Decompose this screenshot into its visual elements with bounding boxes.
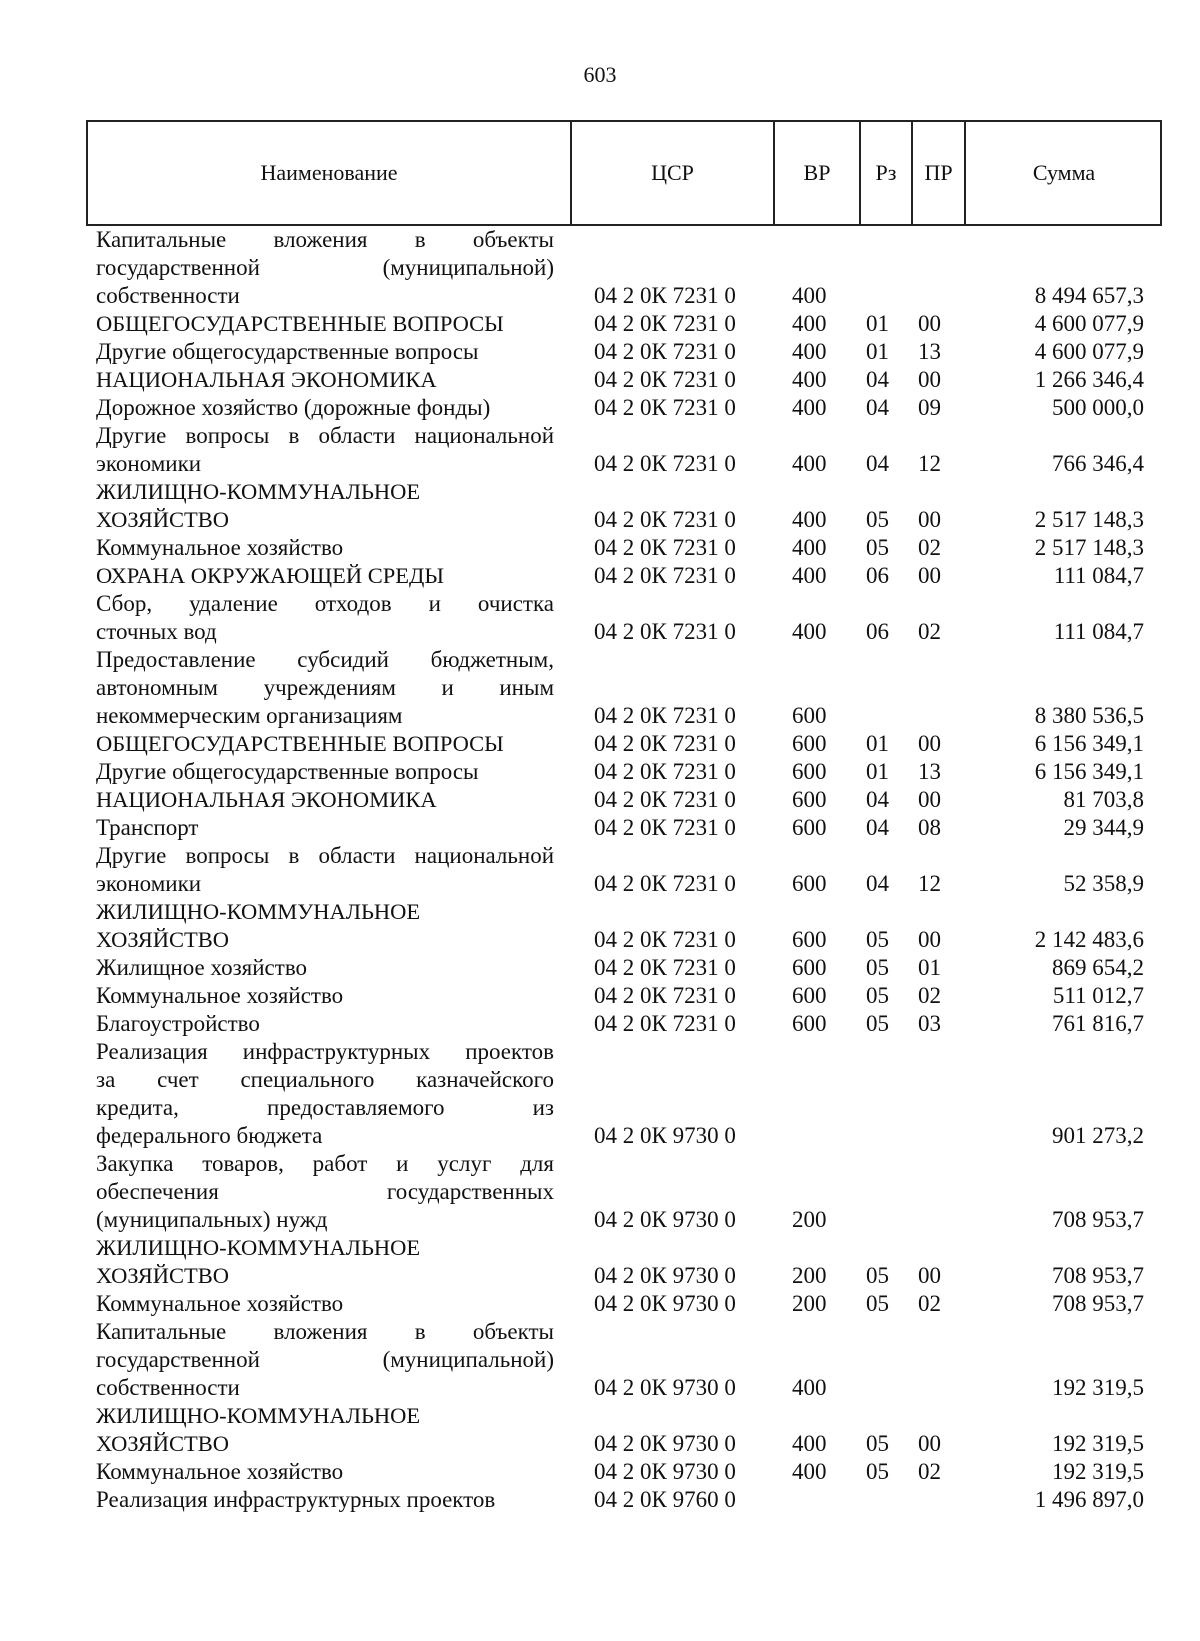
row-name-line: государственной (муниципальной) <box>96 1347 554 1372</box>
table-row <box>0 1038 1200 1150</box>
table-row <box>0 394 1200 422</box>
row-name-line: ХОЗЯЙСТВО <box>96 1431 230 1456</box>
row-name-line: ЖИЛИЩНО-КОММУНАЛЬНОЕ <box>96 1235 421 1260</box>
header-vr: ВР <box>775 122 861 224</box>
table-row <box>0 758 1200 786</box>
row-sum: 192 319,5 <box>1052 1431 1144 1456</box>
row-name-line: ЖИЛИЩНО-КОММУНАЛЬНОЕ <box>96 1403 421 1428</box>
row-name <box>96 226 554 310</box>
row-name-line: экономики <box>96 871 202 896</box>
row-rz: 05 <box>866 1263 889 1288</box>
table-row <box>0 1150 1200 1234</box>
row-csr: 04 2 0К 7231 0 <box>594 955 736 980</box>
row-sum: 761 816,7 <box>1052 1011 1144 1036</box>
row-sum: 901 273,2 <box>1052 1123 1144 1148</box>
row-name <box>96 338 554 366</box>
row-rz: 05 <box>866 1291 889 1316</box>
row-sum: 1 496 897,0 <box>1034 1487 1144 1512</box>
row-name-line: Коммунальное хозяйство <box>96 535 344 560</box>
table-row <box>0 842 1200 898</box>
table-row <box>0 1010 1200 1038</box>
table-row <box>0 954 1200 982</box>
row-rz: 05 <box>866 1459 889 1484</box>
row-rz: 04 <box>866 367 889 392</box>
row-csr: 04 2 0К 7231 0 <box>594 703 736 728</box>
table-body <box>0 226 1200 1514</box>
row-sum: 81 703,8 <box>1063 787 1144 812</box>
row-name <box>96 842 554 898</box>
row-rz: 05 <box>866 983 889 1008</box>
table-row <box>0 1234 1200 1290</box>
row-name <box>96 1150 554 1234</box>
row-pr: 13 <box>918 339 941 364</box>
row-csr: 04 2 0К 7231 0 <box>594 563 736 588</box>
header-name: Наименование <box>88 122 572 224</box>
row-name <box>96 786 554 814</box>
row-csr: 04 2 0К 7231 0 <box>594 283 736 308</box>
row-name-line: кредита, предоставляемого из <box>96 1095 554 1120</box>
row-sum: 4 600 077,9 <box>1034 339 1144 364</box>
row-sum: 8 494 657,3 <box>1034 283 1144 308</box>
row-csr: 04 2 0К 7231 0 <box>594 927 736 952</box>
row-name <box>96 758 554 786</box>
row-sum: 52 358,9 <box>1063 871 1144 896</box>
row-pr: 00 <box>918 311 941 336</box>
row-csr: 04 2 0К 9730 0 <box>594 1207 736 1232</box>
table-row <box>0 898 1200 954</box>
row-name <box>96 590 554 646</box>
row-name-line: федерального бюджета <box>96 1123 323 1148</box>
row-vr: 600 <box>792 731 827 756</box>
row-name <box>96 1290 554 1318</box>
row-name <box>96 1038 554 1150</box>
row-name-line: ХОЗЯЙСТВО <box>96 927 230 952</box>
row-name-line: некоммерческим организациям <box>96 703 403 728</box>
row-rz: 01 <box>866 311 889 336</box>
row-pr: 00 <box>918 563 941 588</box>
row-csr: 04 2 0К 7231 0 <box>594 787 736 812</box>
row-sum: 8 380 536,5 <box>1034 703 1144 728</box>
row-vr: 600 <box>792 759 827 784</box>
row-csr: 04 2 0К 7231 0 <box>594 1011 736 1036</box>
row-name <box>96 394 554 422</box>
row-pr: 03 <box>918 1011 941 1036</box>
row-sum: 29 344,9 <box>1063 815 1144 840</box>
row-vr: 400 <box>792 451 827 476</box>
row-name-line: ОХРАНА ОКРУЖАЮЩЕЙ СРЕДЫ <box>96 563 444 588</box>
row-name-line: собственности <box>96 283 240 308</box>
row-name-line: Предоставление субсидий бюджетным, <box>96 647 554 672</box>
row-pr: 13 <box>918 759 941 784</box>
row-csr: 04 2 0К 9730 0 <box>594 1375 736 1400</box>
table-row <box>0 1402 1200 1458</box>
row-name-line: НАЦИОНАЛЬНАЯ ЭКОНОМИКА <box>96 367 437 392</box>
row-vr: 600 <box>792 871 827 896</box>
row-csr: 04 2 0К 7231 0 <box>594 871 736 896</box>
row-csr: 04 2 0К 7231 0 <box>594 395 736 420</box>
row-pr: 01 <box>918 955 941 980</box>
row-rz: 05 <box>866 1011 889 1036</box>
row-name <box>96 562 554 590</box>
row-vr: 400 <box>792 507 827 532</box>
row-pr: 09 <box>918 395 941 420</box>
table-header <box>86 120 1162 226</box>
row-pr: 00 <box>918 731 941 756</box>
row-csr: 04 2 0К 7231 0 <box>594 619 736 644</box>
row-csr: 04 2 0К 7231 0 <box>594 759 736 784</box>
row-csr: 04 2 0К 9730 0 <box>594 1459 736 1484</box>
row-vr: 400 <box>792 1459 827 1484</box>
row-csr: 04 2 0К 7231 0 <box>594 367 736 392</box>
row-csr: 04 2 0К 7231 0 <box>594 535 736 560</box>
row-sum: 4 600 077,9 <box>1034 311 1144 336</box>
row-vr: 400 <box>792 1375 827 1400</box>
row-rz: 04 <box>866 815 889 840</box>
row-rz: 01 <box>866 759 889 784</box>
row-vr: 400 <box>792 619 827 644</box>
row-vr: 400 <box>792 563 827 588</box>
row-name <box>96 310 554 338</box>
row-csr: 04 2 0К 7231 0 <box>594 451 736 476</box>
row-pr: 00 <box>918 1263 941 1288</box>
row-csr: 04 2 0К 9730 0 <box>594 1291 736 1316</box>
row-csr: 04 2 0К 7231 0 <box>594 983 736 1008</box>
row-pr: 00 <box>918 927 941 952</box>
row-rz: 05 <box>866 927 889 952</box>
row-vr: 200 <box>792 1207 827 1232</box>
row-rz: 04 <box>866 871 889 896</box>
row-name <box>96 1234 554 1290</box>
row-name-line: Транспорт <box>96 815 199 840</box>
row-name-line: НАЦИОНАЛЬНАЯ ЭКОНОМИКА <box>96 787 437 812</box>
row-csr: 04 2 0К 9760 0 <box>594 1487 736 1512</box>
row-name <box>96 534 554 562</box>
row-name-line: автономным учреждениям и иным <box>96 675 554 700</box>
row-name-line: Другие общегосударственные вопросы <box>96 339 479 364</box>
row-pr: 02 <box>918 1291 941 1316</box>
header-pr: ПР <box>913 122 966 224</box>
row-name-line: Коммунальное хозяйство <box>96 983 344 1008</box>
row-name <box>96 478 554 534</box>
row-pr: 12 <box>918 871 941 896</box>
row-rz: 05 <box>866 507 889 532</box>
row-sum: 708 953,7 <box>1052 1263 1144 1288</box>
row-name-line: Реализация инфраструктурных проектов <box>96 1039 554 1064</box>
row-name-line: сточных вод <box>96 619 217 644</box>
row-name-line: Закупка товаров, работ и услуг для <box>96 1151 554 1176</box>
row-name <box>96 1486 554 1514</box>
row-name-line: ОБЩЕГОСУДАРСТВЕННЫЕ ВОПРОСЫ <box>96 311 504 336</box>
table-row <box>0 422 1200 478</box>
row-rz: 05 <box>866 955 889 980</box>
row-rz: 06 <box>866 619 889 644</box>
row-sum: 766 346,4 <box>1052 451 1144 476</box>
row-vr: 600 <box>792 955 827 980</box>
row-sum: 511 012,7 <box>1052 983 1144 1008</box>
row-sum: 1 266 346,4 <box>1034 367 1144 392</box>
row-sum: 192 319,5 <box>1052 1375 1144 1400</box>
row-name-line: Сбор, удаление отходов и очистка <box>96 591 554 616</box>
row-vr: 400 <box>792 339 827 364</box>
row-name-line: экономики <box>96 451 202 476</box>
row-name-line: Другие вопросы в области национальной <box>96 423 554 448</box>
row-csr: 04 2 0К 7231 0 <box>594 815 736 840</box>
row-sum: 869 654,2 <box>1052 955 1144 980</box>
row-name-line: государственной (муниципальной) <box>96 255 554 280</box>
table-row <box>0 1458 1200 1486</box>
row-sum: 708 953,7 <box>1052 1207 1144 1232</box>
row-name-line: обеспечения государственных <box>96 1179 554 1204</box>
row-name <box>96 646 554 730</box>
row-name-line: Другие вопросы в области национальной <box>96 843 554 868</box>
table-row <box>0 814 1200 842</box>
header-rz: Рз <box>861 122 913 224</box>
row-name <box>96 982 554 1010</box>
row-rz: 04 <box>866 787 889 812</box>
row-name-line: ОБЩЕГОСУДАРСТВЕННЫЕ ВОПРОСЫ <box>96 731 504 756</box>
row-rz: 06 <box>866 563 889 588</box>
table-row <box>0 478 1200 534</box>
row-name-line: ХОЗЯЙСТВО <box>96 507 230 532</box>
row-rz: 04 <box>866 451 889 476</box>
row-name <box>96 422 554 478</box>
row-rz: 04 <box>866 395 889 420</box>
row-rz: 01 <box>866 339 889 364</box>
row-pr: 02 <box>918 619 941 644</box>
table-row <box>0 338 1200 366</box>
table-row <box>0 534 1200 562</box>
row-pr: 00 <box>918 507 941 532</box>
row-sum: 111 084,7 <box>1053 563 1144 588</box>
row-sum: 192 319,5 <box>1052 1459 1144 1484</box>
row-name-line: Капитальные вложения в объекты <box>96 227 554 252</box>
row-pr: 02 <box>918 983 941 1008</box>
table-row <box>0 982 1200 1010</box>
row-vr: 600 <box>792 703 827 728</box>
row-name-line: Коммунальное хозяйство <box>96 1291 344 1316</box>
row-name <box>96 730 554 758</box>
table-row <box>0 562 1200 590</box>
row-sum: 500 000,0 <box>1052 395 1144 420</box>
row-sum: 708 953,7 <box>1052 1291 1144 1316</box>
row-csr: 04 2 0К 9730 0 <box>594 1431 736 1456</box>
row-sum: 2 517 148,3 <box>1034 535 1144 560</box>
table-row <box>0 1486 1200 1514</box>
row-csr: 04 2 0К 9730 0 <box>594 1123 736 1148</box>
row-name-line: ХОЗЯЙСТВО <box>96 1263 230 1288</box>
table-row <box>0 1290 1200 1318</box>
row-csr: 04 2 0К 7231 0 <box>594 339 736 364</box>
page-number: 603 <box>583 62 617 87</box>
row-pr: 02 <box>918 1459 941 1484</box>
row-sum: 2 142 483,6 <box>1034 927 1144 952</box>
row-pr: 00 <box>918 367 941 392</box>
row-name-line: ЖИЛИЩНО-КОММУНАЛЬНОЕ <box>96 479 421 504</box>
row-pr: 02 <box>918 535 941 560</box>
row-name-line: Благоустройство <box>96 1011 260 1036</box>
row-name-line: (муниципальных) нужд <box>96 1207 328 1232</box>
row-name-line: ЖИЛИЩНО-КОММУНАЛЬНОЕ <box>96 899 421 924</box>
row-rz: 05 <box>866 1431 889 1456</box>
row-sum: 6 156 349,1 <box>1034 759 1144 784</box>
row-name <box>96 366 554 394</box>
row-name <box>96 1458 554 1486</box>
row-vr: 400 <box>792 283 827 308</box>
table-row <box>0 730 1200 758</box>
row-name <box>96 1402 554 1458</box>
row-sum: 2 517 148,3 <box>1034 507 1144 532</box>
row-pr: 00 <box>918 787 941 812</box>
row-pr: 00 <box>918 1431 941 1456</box>
row-name-line: за счет специального казначейского <box>96 1067 554 1092</box>
row-name <box>96 814 554 842</box>
row-vr: 200 <box>792 1291 827 1316</box>
row-rz: 05 <box>866 535 889 560</box>
row-name <box>96 954 554 982</box>
row-csr: 04 2 0К 7231 0 <box>594 731 736 756</box>
row-vr: 400 <box>792 1431 827 1456</box>
row-sum: 111 084,7 <box>1053 619 1144 644</box>
row-vr: 600 <box>792 787 827 812</box>
row-name <box>96 898 554 954</box>
row-name-line: собственности <box>96 1375 240 1400</box>
row-vr: 600 <box>792 1011 827 1036</box>
row-vr: 400 <box>792 367 827 392</box>
table-row <box>0 786 1200 814</box>
row-pr: 08 <box>918 815 941 840</box>
row-csr: 04 2 0К 7231 0 <box>594 507 736 532</box>
row-name-line: Другие общегосударственные вопросы <box>96 759 479 784</box>
row-name-line: Коммунальное хозяйство <box>96 1459 344 1484</box>
row-name-line: Капитальные вложения в объекты <box>96 1319 554 1344</box>
header-sum: Сумма <box>1032 160 1096 185</box>
header-csr: ЦСР <box>572 122 775 224</box>
row-rz: 01 <box>866 731 889 756</box>
row-pr: 12 <box>918 451 941 476</box>
row-vr: 400 <box>792 535 827 560</box>
row-name-line: Дорожное хозяйство (дорожные фонды) <box>96 395 491 420</box>
row-vr: 600 <box>792 927 827 952</box>
row-name <box>96 1010 554 1038</box>
table-row <box>0 310 1200 338</box>
row-sum: 6 156 349,1 <box>1034 731 1144 756</box>
row-csr: 04 2 0К 7231 0 <box>594 311 736 336</box>
row-name <box>96 1318 554 1402</box>
row-name-line: Реализация инфраструктурных проектов <box>96 1487 496 1512</box>
table-row <box>0 590 1200 646</box>
table-row <box>0 646 1200 730</box>
table-row <box>0 366 1200 394</box>
row-vr: 400 <box>792 311 827 336</box>
row-vr: 600 <box>792 815 827 840</box>
table-row <box>0 1318 1200 1402</box>
row-vr: 600 <box>792 983 827 1008</box>
row-csr: 04 2 0К 9730 0 <box>594 1263 736 1288</box>
table-row <box>0 226 1200 310</box>
row-name-line: Жилищное хозяйство <box>96 955 308 980</box>
row-vr: 200 <box>792 1263 827 1288</box>
row-vr: 400 <box>792 395 827 420</box>
